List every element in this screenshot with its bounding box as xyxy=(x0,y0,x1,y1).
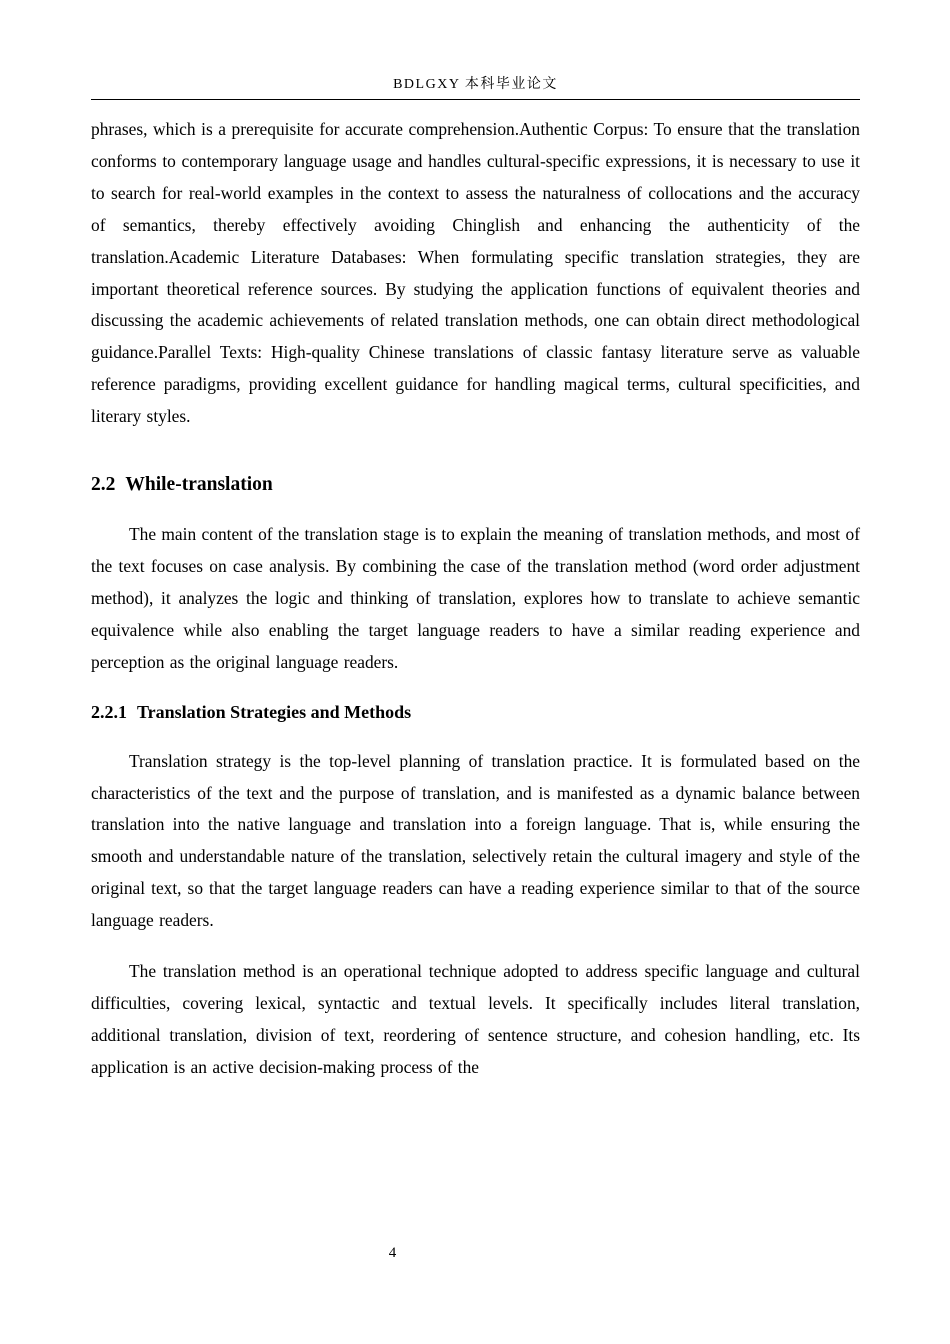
body-paragraph-2: The main content of the translation stage is to explain the meaning of translation methods, and most of the text focuses on case analysis. By combining the case of the translation method (word order adjustment method), it analyzes the logic and thinking of translation, explores how to translate to achieve semantic equivalence while also enabling the target language readers to have a similar reading experience and perception as the original language readers. xyxy=(91,524,860,672)
body-paragraph-1: phrases, which is a prerequisite for accurate comprehension.Authentic Corpus: To ensure that the translation conforms to contemporary language usage and handles cultural-specific expressions, it is necessary to use it to search for real-world examples in the context to assess the naturalness of collocations and the accuracy of semantics, thereby effectively avoiding Chinglish and enhancing the authenticity of the translation.Academic Literature Databases: When formulating specific translation strategies, they are important theoretical reference sources. By studying the application functions of equivalent theories and discussing the academic achievements of related translation methods, one can obtain direct methodological guidance.Parallel Texts: High-quality Chinese translations of classic fantasy literature serve as valuable reference paradigms, providing excellent guidance for handling magical terms, cultural specificities, and literary styles. xyxy=(91,119,860,427)
subsection-number: 2.2.1 xyxy=(91,701,127,722)
subsection-title: Translation Strategies and Methods xyxy=(137,701,412,722)
page-body xyxy=(91,114,860,1084)
subsection-heading-2-2-1 xyxy=(91,698,860,726)
section-number: 2.2 xyxy=(91,474,116,496)
header-rule xyxy=(91,99,860,100)
section-title: While-translation xyxy=(125,474,273,496)
body-paragraph-3: Translation strategy is the top-level planning of translation practice. It is formulated based on the characteristics of the text and the purpose of translation, and is manifested as a dynamic balance between translation into the native language and translation into a foreign language. That is, while ensuring the smooth and understandable nature of the translation, selectively retain the cultural imagery and style of the original text, so that the target language readers can have a reading experience similar to that of the source language readers. xyxy=(91,750,860,931)
page-number: 4 xyxy=(388,1245,397,1261)
running-header: BDLGXY 本科毕业论文 xyxy=(393,77,558,92)
body-paragraph-4: The translation method is an operational technique adopted to address specific language and cultural difficulties, covering lexical, syntactic and textual levels. It specifically includes literal translation, additional translation, division of text, reordering of sentence structure, and cohesion handling, etc. Its application is an active decision-making process of the xyxy=(91,961,860,1077)
section-heading-2-2 xyxy=(91,471,860,499)
